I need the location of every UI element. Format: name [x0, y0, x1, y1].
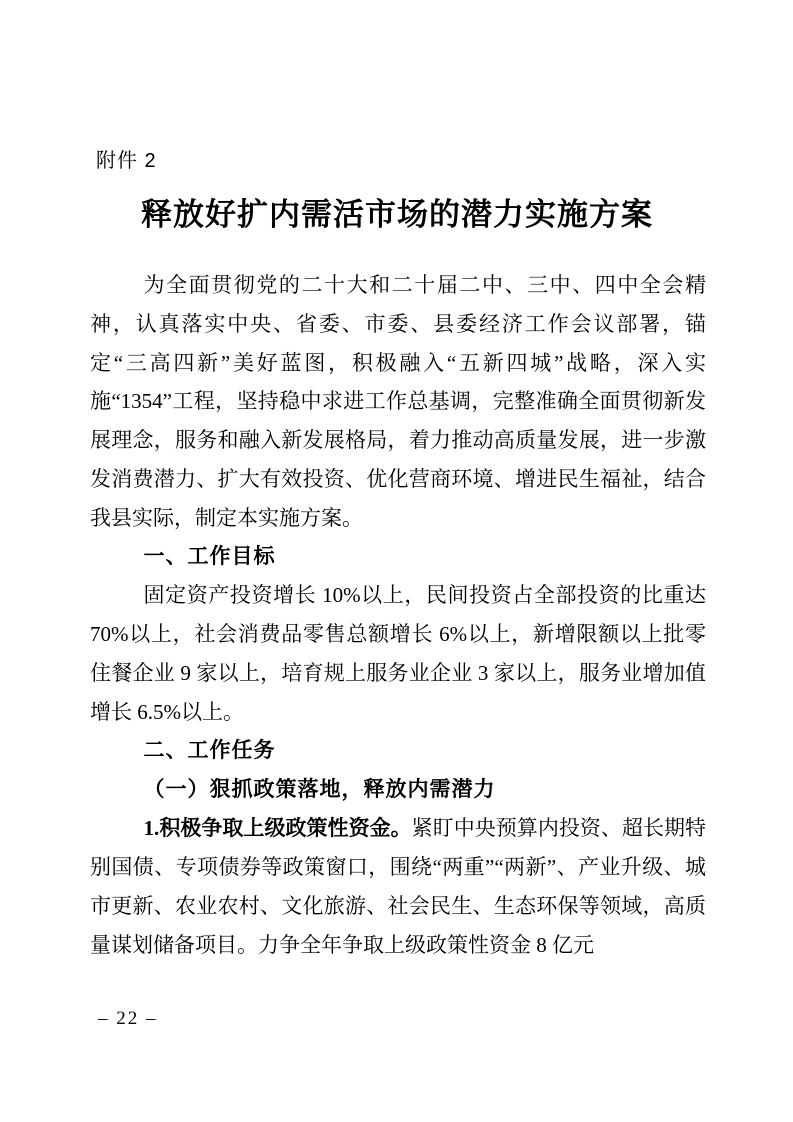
page-number: – 22 –: [98, 1008, 158, 1029]
task-1-lead-bold: 1.积极争取上级政策性资金。: [143, 816, 412, 841]
heading-work-tasks: 二、工作任务: [143, 738, 276, 762]
paragraph-intro: 为全面贯彻党的二十大和二十届二中、三中、四中全会精神，认真落实中央、省委、市委、县委经济工作会议部署，锚定“三高四新”美好蓝图，积极融入“五新四城”战略，深入实施“1354”工程，坚持稳中求进工作总基调，完整准确全面贯彻新发展理念，服务和融入新发展格局，着力推动高质量发展，进一步激发消费潜力、扩大有效投资、优化营商环境、增进民生福祉，结合我县实际，制定本实施方案。: [90, 273, 706, 530]
paragraph-task-1: [90, 809, 706, 964]
heading-task-section-1: （一）狠抓政策落地，释放内需潜力: [143, 777, 496, 802]
document-title: 释放好扩内需活市场的潜力实施方案: [141, 197, 653, 232]
attachment-label: 附件 2: [96, 150, 157, 172]
paragraph-goals: 固定资产投资增长 10%以上，民间投资占全部投资的比重达 70%以上，社会消费品零售总额增长 6%以上，新增限额以上批零住餐企业 9 家以上，培育规上服务业企业 3 家以上，服务业增加值增长 6.5%以上。: [90, 583, 706, 724]
document-body: [90, 266, 706, 964]
heading-work-goals: 一、工作目标: [143, 544, 276, 568]
task-1-body-text: 紧盯中央预算内投资、超长期特别国债、专项债券等政策窗口，围绕“两重”“两新”、产业升级、城市更新、农业农村、文化旅游、社会民生、生态环保等领域，高质量谋划储备项目。力争全年争取上级政策性资金 8 亿元: [90, 816, 707, 957]
